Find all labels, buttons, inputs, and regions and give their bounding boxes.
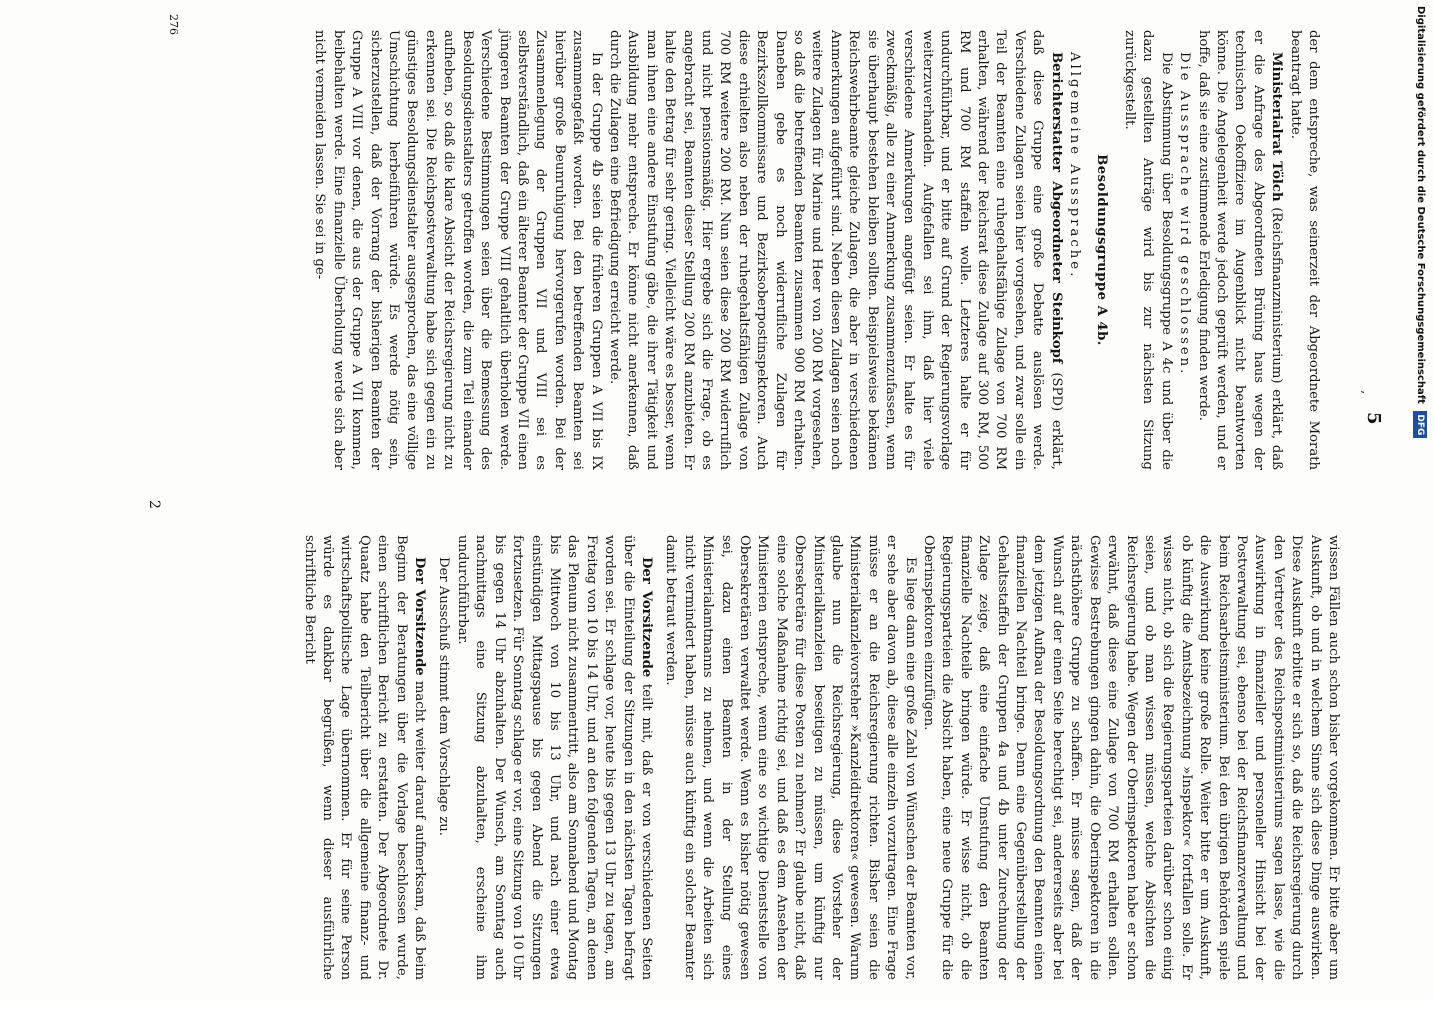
paragraph: Die Abstimmung über Besoldungsgruppe A 4c und über die dazu gestellten Anträge wird bis zur nächsten Sitzung zurückgestellt. xyxy=(1121,30,1174,470)
paragraph: Der Ausschuß stimmt dem Vorschlage zu. xyxy=(436,557,452,836)
margin-mark: ’ xyxy=(1352,390,1366,394)
document-spread xyxy=(62,14,1384,1020)
paragraph: der dem entspreche, was seinerzeit der Abgeordnete Morath beantragt hatte. xyxy=(1287,30,1321,470)
speech-text: teilt mit, daß er von verschiedenen Seiten über die Einteilung der Sitzungen in den nächsten Tagen befragt worden sei. Er schlage vor, heute bis gegen 13 Uhr zu tagen, am Freitag von 10 bis 14 Uhr, und an den folgenden Tagen, an denen das Plenum nicht zusammentritt, also am Sonnabend und Montag bis Mittwoch von 10 bis 13 Uhr, und nach einer etwa einstündigen Mittagspause bis gegen Abend die Sitzungen fortzusetzen. Für Sonntag schlage er vor, eine Sitzung von 10 Uhr bis gegen 14 Uhr abzuhalten. Der Wunsch, am Sonntag auch nachmittags eine Sitzung abzuhalten, erscheine ihm undurchführbar. xyxy=(454,535,654,980)
paragraph xyxy=(299,535,428,980)
page-number-left: 276 xyxy=(167,14,180,35)
dfg-credit-text: Digitalisierung gefördert durch die Deutsche Forschungsgemeinschaft xyxy=(1415,6,1426,404)
paragraph xyxy=(453,535,655,980)
page-number-right: 2 xyxy=(146,500,162,509)
speaker-name: Der Vorsitzende xyxy=(412,557,428,676)
procedural-note: Allgemeine Aussprache. xyxy=(1067,52,1083,280)
right-text-column xyxy=(42,535,1342,980)
left-text-column xyxy=(22,30,1322,470)
dfg-credit-strip xyxy=(1410,6,1430,996)
paragraph: Es liege dann eine große Zahl von Wünschen der Beamten vor, er sehe aber davon ab, diese alle einzeln vorzutragen. Eine Frage müsse er an die Reichsregierung richten. Bisher seien die Ministerialkanzleivorsteher »Kanzleidirektoren« gewesen. Warum glaube nun die Reichsregierung, diese Vorsteher der Ministerialkanzleien beseitigen zu müssen, um künftig nur Obersekretäre für diese Posten zu nehmen? Er glaube nicht, daß eine solche Maßnahme richtig sei, und daß es dem Ansehen der Ministerien entspreche, wenn eine so wichtige Dienststelle von Obersekretären verwaltet werde. Wenn es bisher nötig gewesen sei, dazu einen Beamten in der Stellung eines Ministerialamtmanns zu nehmen, und wenn die Arbeiten sich nicht vermindert haben, müsse auch künftig ein solcher Beamter damit betraut werden. xyxy=(663,535,918,980)
procedural-note: Die Aussprache wird geschlossen. xyxy=(1177,52,1193,377)
speech-text: macht weiter darauf aufmerksam, daß beim Beginn der Beratungen über die Vorlage beschlossen wurde, einen schriftlichen Bericht zu erstatten. Der Abgeordnete Dr. Quaatz habe den Teilbericht über die allgemeine finanz- und wirtschaftspolitische Lage übernommen. Er für seine Person würde es dankbar begrüßen, wenn dieser ausführliche schriftliche Bericht xyxy=(301,535,428,980)
speaker-name: Der Vorsitzende xyxy=(638,557,654,678)
section-heading: Besoldungsgruppe A 4b. xyxy=(1093,154,1109,346)
speech-text: (SPD) erklärt, daß diese Gruppe eine große Debatte auslösen werde. Verschiedene Zulagen seien hier vorgesehen, und zwar solle ein Teil der Beamten eine ruhegehaltsfähige Zulage von 700 RM erhalten, während der Reichsrat diese Zulage auf 300 RM, 500 RM und 700 RM staffeln wolle. Letzteres halte er für undurchführbar, und er bitte auf Grund der Regierungsvorlage weiterzuverhandeln. Aufgefallen sei ihm, daß hier viele verschiedene Anmerkungen angefügt seien. Er halte es für zweckmäßig, alle zu einer Anmerkung zusammenzufassen, wenn sie überhaupt bestehen bleiben sollten. Beispielsweise bekämen Reichswehrbeamte gleiche Zulagen, die aber in verschiedenen Anmerkungen aufgeführt sind. Neben diesen Zulagen seien noch weitere Zulagen für Marine und Heer von 200 RM vorgesehen, so daß die betreffenden Beamten zusammen 900 RM erhalten. Daneben gebe es noch widerrufliche Zulagen für Bezirkszollkommissare und Bezirksoberpostinspektoren. Auch diese erhielten also neben der ruhegehaltsfähigen Zulage von 700 RM weitere 200 RM. Nun seien diese 200 RM widerruflich und nicht pensionsmäßig. Hier ergebe sich die Frage, ob es angebracht sei, Beamten dieser Stellung 200 RM anzubieten. Er halte den Betrag für sehr gering. Vielleicht wäre es besser, wenn man ihnen eine andere Einstufung gäbe, die ihrer Tätigkeit und Ausbildung mehr entspreche. Er könne nicht anerkennen, daß durch die Zulagen eine Befriedigung erreicht werde. xyxy=(606,30,1064,470)
paragraph: In der Gruppe 4b seien die früheren Gruppen A VII bis IX zusammengefaßt worden. Bei den betreffenden Beamten sei hierüber große Beunruhigung hervorgerufen worden. Bei der Zusammenlegung der Gruppen VII und VIII sei es selbstverständlich, daß ein älterer Beamter der Gruppe VII einen jüngeren Beamten der Gruppe VIII gehaltlich überholen werde. Verschiedene Bestimmungen seien über die Bemessung des Besoldungsdienstalters getroffen worden, die zum Teil einander aufheben, so daß die klare Absicht der Reichsregierung nicht zu erkennen sei. Die Reichspostverwaltung habe sich gegen ein zu günstiges Besoldungsdienstalter ausgesprochen, das eine völlige Umschichtung herbeiführen würde. Es werde nötig sein, sicherzustellen, daß der Vorrang der bisherigen Beamten der Gruppe A VIII vor denen, die aus der Gruppe A VII kommen, beibehalten werde. Eine finanzielle Überholung werde sich aber nicht vermeiden lassen. Sie sei in ge- xyxy=(312,30,604,470)
speaker-name: Berichterstatter Abgeordneter Steinkopf xyxy=(1048,52,1064,364)
speaker-name: Ministerialrat Tölch xyxy=(1269,52,1285,202)
page-number-top: 5 xyxy=(1363,412,1384,425)
paragraph xyxy=(1193,30,1285,470)
paragraph: wissen Fällen auch schon bisher vorgekommen. Er bitte aber um Auskunft, ob und in welchem Sinne sich diese Dinge auswirken. Diese Auskunft erbitte er sich so, daß die Reichsregierung durch den Vertreter des Reichspostministeriums sagen lasse, wie die Auswirkung in finanzieller und personeller Hinsicht bei der Postverwaltung sei, ebenso bei der Reichsfinanzverwaltung und beim Reichsarbeitsministerium. Bei den übrigen Behörden spiele die Auswirkung keine große Rolle. Weiter bitte er um Auskunft, ob künftig die Amtsbezeichnung »Inspektor« fortfallen solle. Er wisse nicht, ob sich die Regierungsparteien darüber schon einig seien, und ob man wissen müssen, welche Absichten die Reichsregierung habe. Wegen der Oberinspektoren habe er schon erwähnt, daß diese eine Zulage von 700 RM erhalten sollen. Gewisse Bestrebungen gingen dahin, die Oberinspektoren in die nächsthöhere Gruppe zu schaffen. Er müsse sagen, daß der Wunsch auf der einen Seite berechtigt sei, andererseits aber bei dem jetzigen Aufbau der Besoldungsordnung den Beamten einen finanziellen Nachteil bringe. Denn eine Gegenüberstellung der Gehaltsstaffeln der Gruppen 4a und 4b unter Zurechnung der Zulage zeige, daß eine einfache Umstufung den Beamten finanzielle Nachteile bringen würde. Er wisse nicht, ob die Regierungsparteien die Absicht haben, eine neue Gruppe für die Oberinspektoren einzufügen. xyxy=(921,535,1341,980)
paragraph xyxy=(605,30,1065,470)
speech-text: (Reichsfinanzministerium) erklärt, daß er die Anfrage des Abgeordneten Brüning haus wegen der technischen Oekoffiziere im Augenblick nicht beantworten könne. Die Angelegenheit werde jedoch geprüft werden, und er hoffe, daß sie eine zustimmende Erledigung finden werde. xyxy=(1195,30,1285,470)
dfg-logo: DFG xyxy=(1413,411,1427,438)
